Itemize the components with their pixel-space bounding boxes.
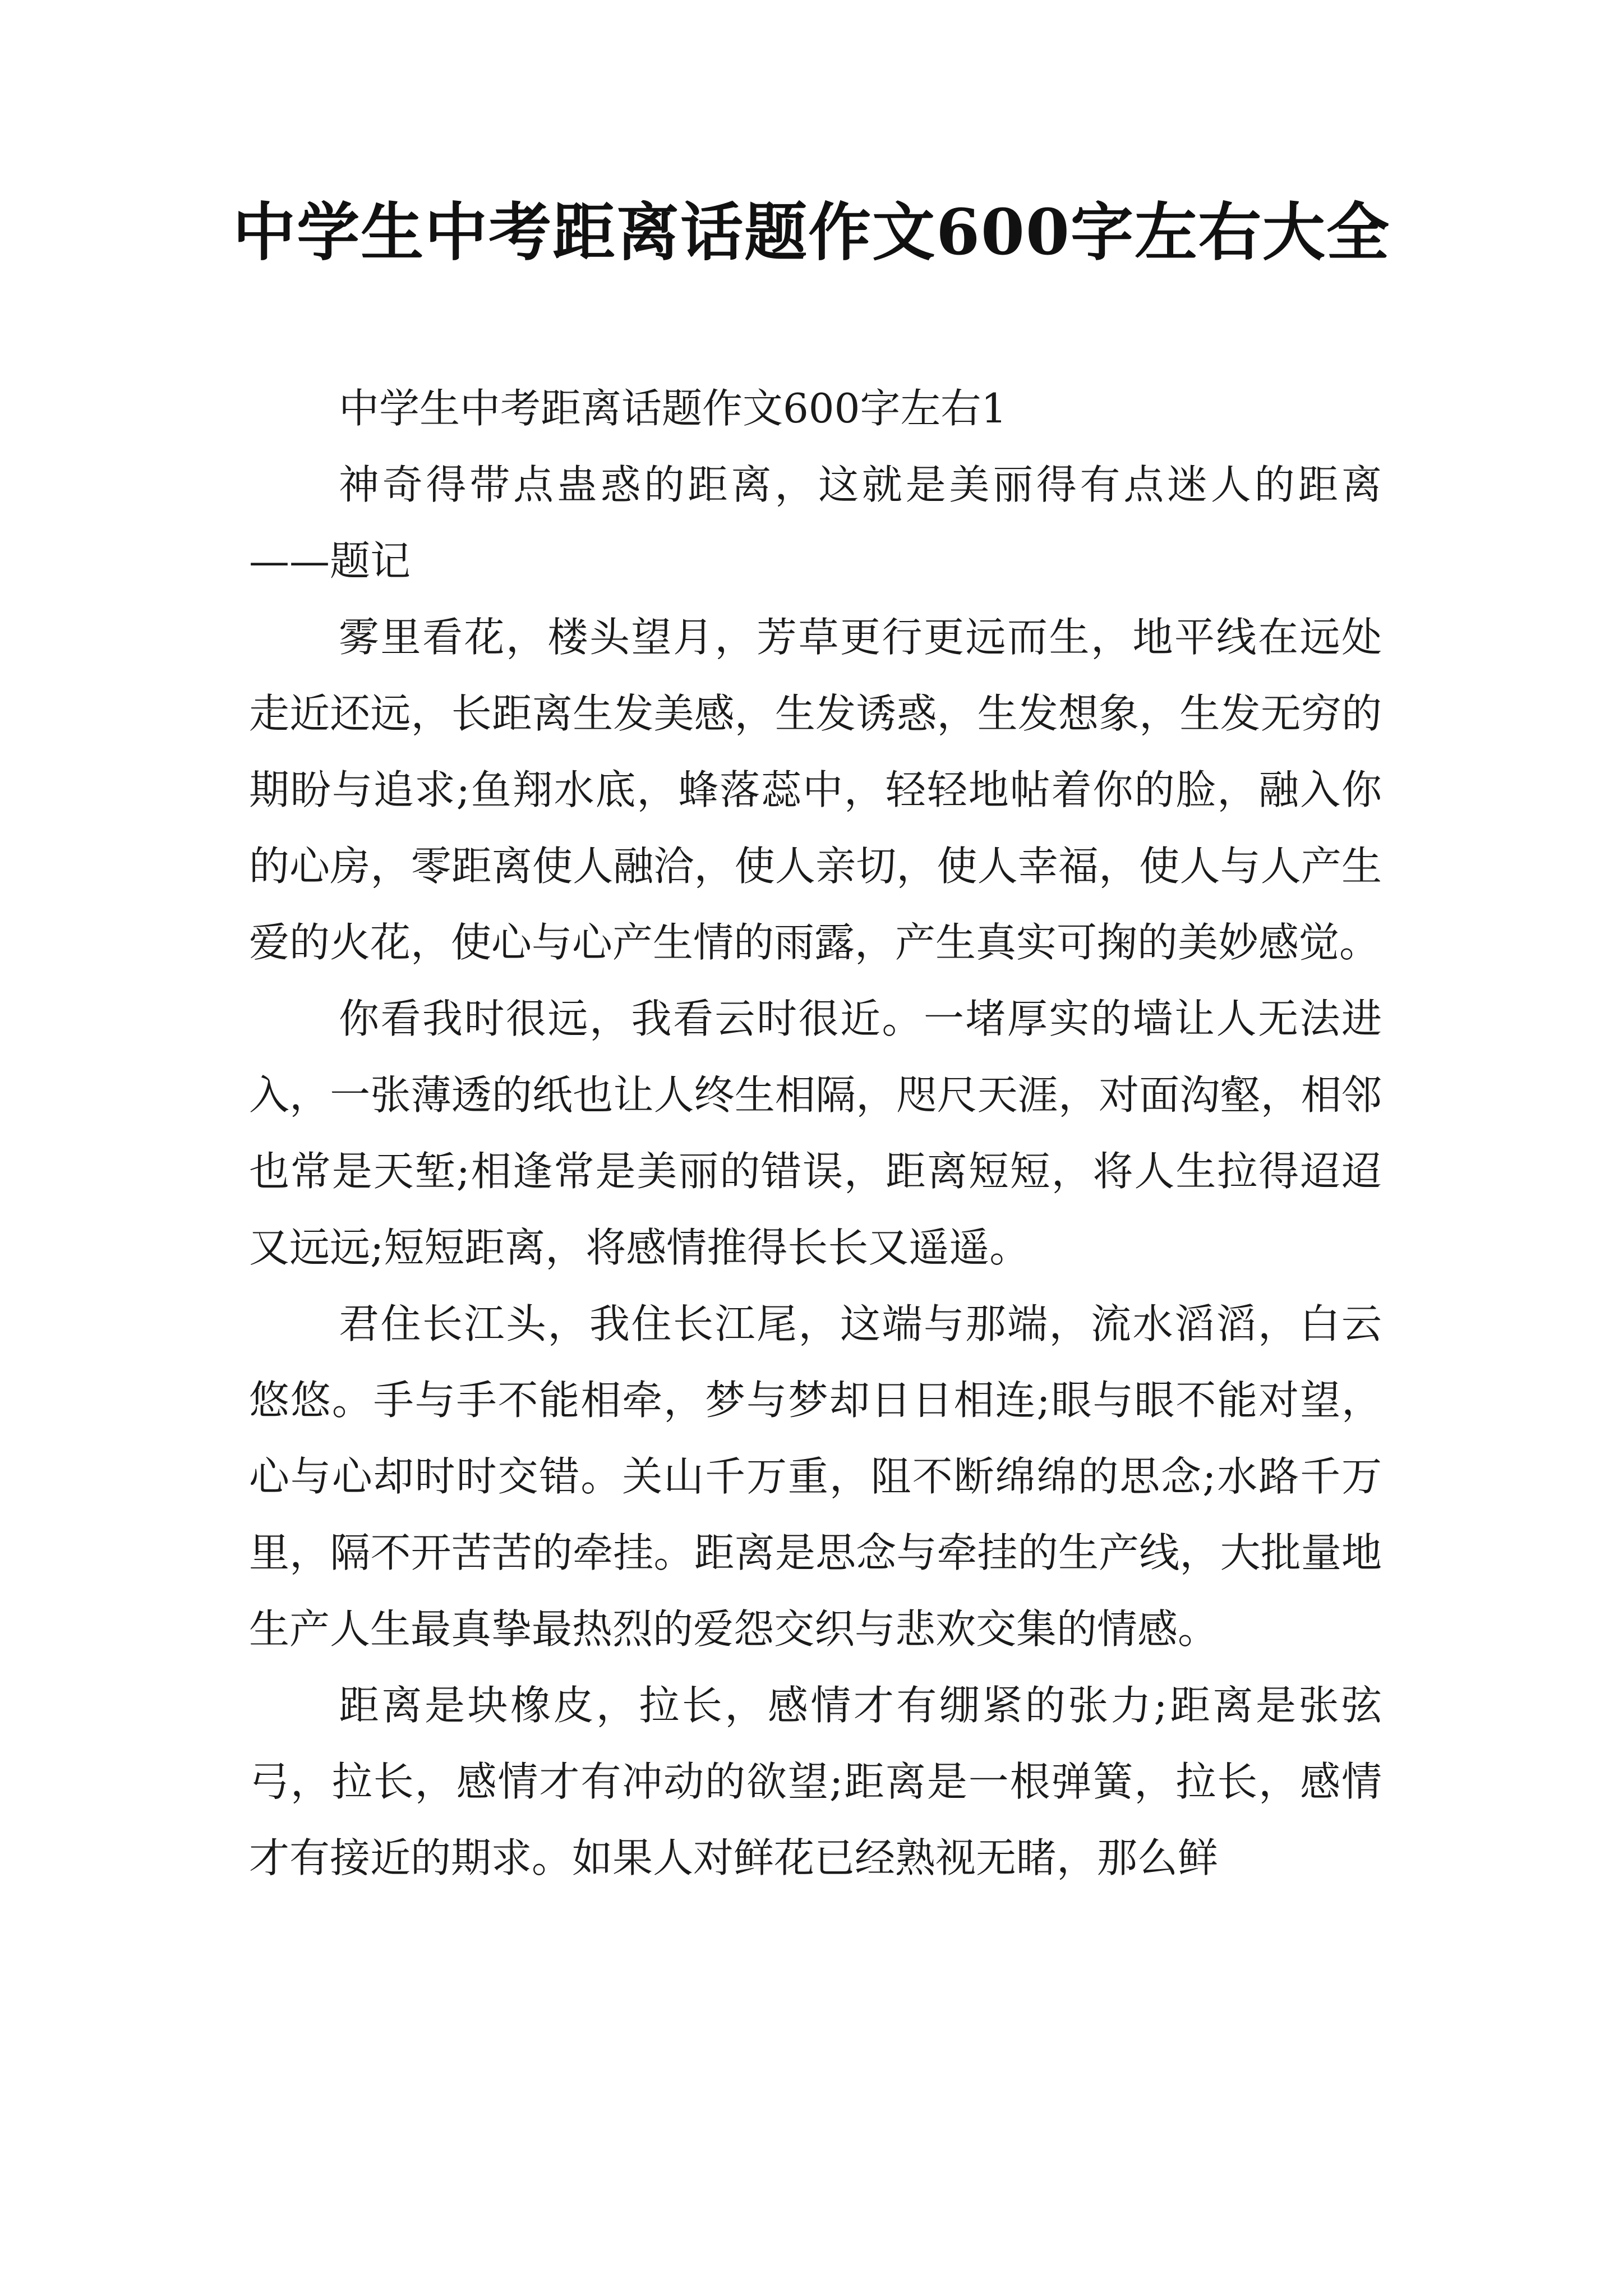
paragraph-epigraph: 神奇得带点蛊惑的距离，这就是美丽得有点迷人的距离——题记 [249, 461, 1382, 585]
paragraph: 距离是块橡皮，拉长，感情才有绷紧的张力;距离是张弦弓，拉长，感情才有冲动的欲望;距离是一根弹簧，拉长，感情才有接近的期求。如果人对鲜花已经熟视无睹，那么鲜 [249, 1682, 1382, 1881]
document-title: 中学生中考距离话题作文600字左右大全 [233, 196, 1390, 269]
document-body [249, 370, 1382, 1896]
paragraph: 你看我时很远，我看云时很近。一堵厚实的墙让人无法进入，一张薄透的纸也让人终生相隔，咫尺天涯，对面沟壑，相邻也常是天堑;相逢常是美丽的错误，距离短短，将人生拉得迢迢又远远;短短距离，将感情推得长长又遥遥。 [249, 995, 1382, 1271]
paragraph: 君住长江头，我住长江尾，这端与那端，流水滔滔，白云悠悠。手与手不能相牵，梦与梦却日日相连;眼与眼不能对望，心与心却时时交错。关山千万重，阻不断绵绵的思念;水路千万里，隔不开苦苦的牵挂。距离是思念与牵挂的生产线，大批量地生产人生最真挚最热烈的爱怨交织与悲欢交集的情感。 [249, 1300, 1382, 1653]
paragraph-heading: 中学生中考距离话题作文600字左右1 [339, 385, 1007, 432]
paragraph: 雾里看花，楼头望月，芳草更行更远而生，地平线在远处走近还远，长距离生发美感，生发诱惑，生发想象，生发无穷的期盼与追求;鱼翔水底，蜂落蕊中，轻轻地帖着你的脸，融入你的心房，零距离使人融洽，使人亲切，使人幸福，使人与人产生爱的火花，使心与心产生情的雨露，产生真实可掬的美妙感觉。 [249, 614, 1382, 966]
